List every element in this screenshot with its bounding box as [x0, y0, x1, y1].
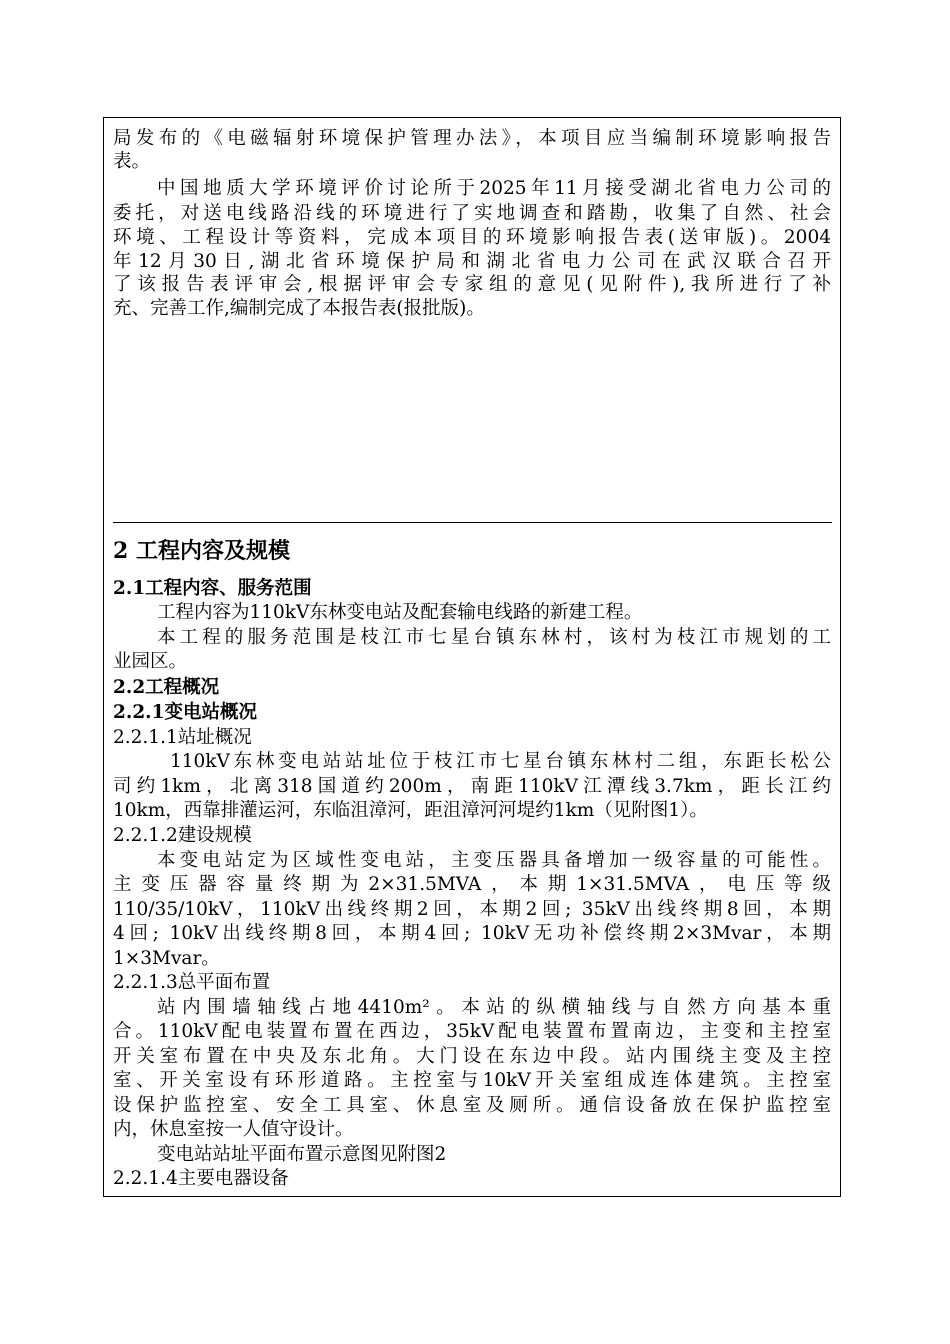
text-line: 110/35/10kV，110kV出线终期2回，本期2回; 35kV出线终期8回，本期 [113, 899, 831, 920]
text-line: 110kV东林变电站站址位于枝江市七星台镇东林村二组，东距长松公 [170, 751, 831, 772]
text-line: 4回; 10kV出线终期8回，本期4回; 10kV无功补偿终期2×3Mvar，本期 [113, 923, 831, 944]
text-line: 室、开关室设有环形道路。主控室与10kV开关室组成连体建筑。主控室 [113, 1070, 831, 1091]
text-line: 充、完善工作,编制完成了本报告表(报批版)。 [113, 298, 485, 319]
text-line: 本变电站定为区域性变电站，主变压器具备增加一级容量的可能性。 [157, 850, 831, 871]
text-line: 表。 [113, 151, 151, 172]
text-line: 10km，西靠排灌运河，东临沮漳河，距沮漳河河堤约1km（见附图1）。 [113, 800, 708, 821]
text-line: 合。110kV配电装置布置在西边，35kV配电装置布置南边，主变和主控室 [113, 1021, 831, 1042]
text-line: 本工程的服务范围是枝江市七星台镇东林村，该村为枝江市规划的工 [157, 627, 831, 648]
text-line: 站内围墙轴线占地4410m²。本站的纵横轴线与自然方向基本重 [157, 997, 831, 1018]
text-line: 委托，对送电线路沿线的环境进行了实地调查和踏勘，收集了自然、社会 [113, 203, 831, 224]
text-line: 业园区。 [113, 651, 188, 672]
subsection-heading: 2.1工程内容、服务范围 [113, 578, 312, 599]
text-line: 局发布的《电磁辐射环境保护管理办法》，本项目应当编制环境影响报告 [113, 128, 831, 149]
sub-subsection-heading: 2.2.1.3总平面布置 [113, 972, 271, 993]
text-line: 司约1km，北离318国道约200m，南距110kV江潭线3.7km，距长江约 [113, 776, 831, 797]
subsection-heading: 2.2.1变电站概况 [113, 702, 257, 723]
section-heading: 2 工程内容及规模 [113, 538, 290, 564]
text-line: 1×3Mvar。 [113, 948, 220, 969]
sub-subsection-heading: 2.2.1.2建设规模 [113, 825, 252, 846]
sub-subsection-heading: 2.2.1.4主要电器设备 [113, 1168, 289, 1189]
text-line: 主变压器容量终期为2×31.5MVA，本期1×31.5MVA，电压等级 [113, 874, 831, 895]
section-divider [113, 522, 832, 523]
sub-subsection-heading: 2.2.1.1站址概况 [113, 727, 252, 748]
text-line: 工程内容为110kV东林变电站及配套输电线路的新建工程。 [157, 602, 643, 623]
text-line: 了该报告表评审会,根据评审会专家组的意见(见附件),我所进行了补 [113, 274, 831, 295]
text-line: 环境、工程设计等资料，完成本项目的环境影响报告表(送审版)。2004 [113, 227, 831, 248]
text-line: 年12月30日,湖北省环境保护局和湖北省电力公司在武汉联合召开 [113, 251, 831, 272]
subsection-heading: 2.2工程概况 [113, 677, 220, 698]
text-line: 开关室布置在中央及东北角。大门设在东边中段。站内围绕主变及主控 [113, 1046, 831, 1067]
text-line: 设保护监控室、安全工具室、休息室及厕所。通信设备放在保护监控室 [113, 1095, 831, 1116]
text-line: 变电站站址平面布置示意图见附图2 [157, 1144, 447, 1165]
text-line: 内，休息室按一人值守设计。 [113, 1119, 354, 1140]
text-line: 中国地质大学环境评价讨论所于2025年11月接受湖北省电力公司的 [157, 178, 831, 199]
